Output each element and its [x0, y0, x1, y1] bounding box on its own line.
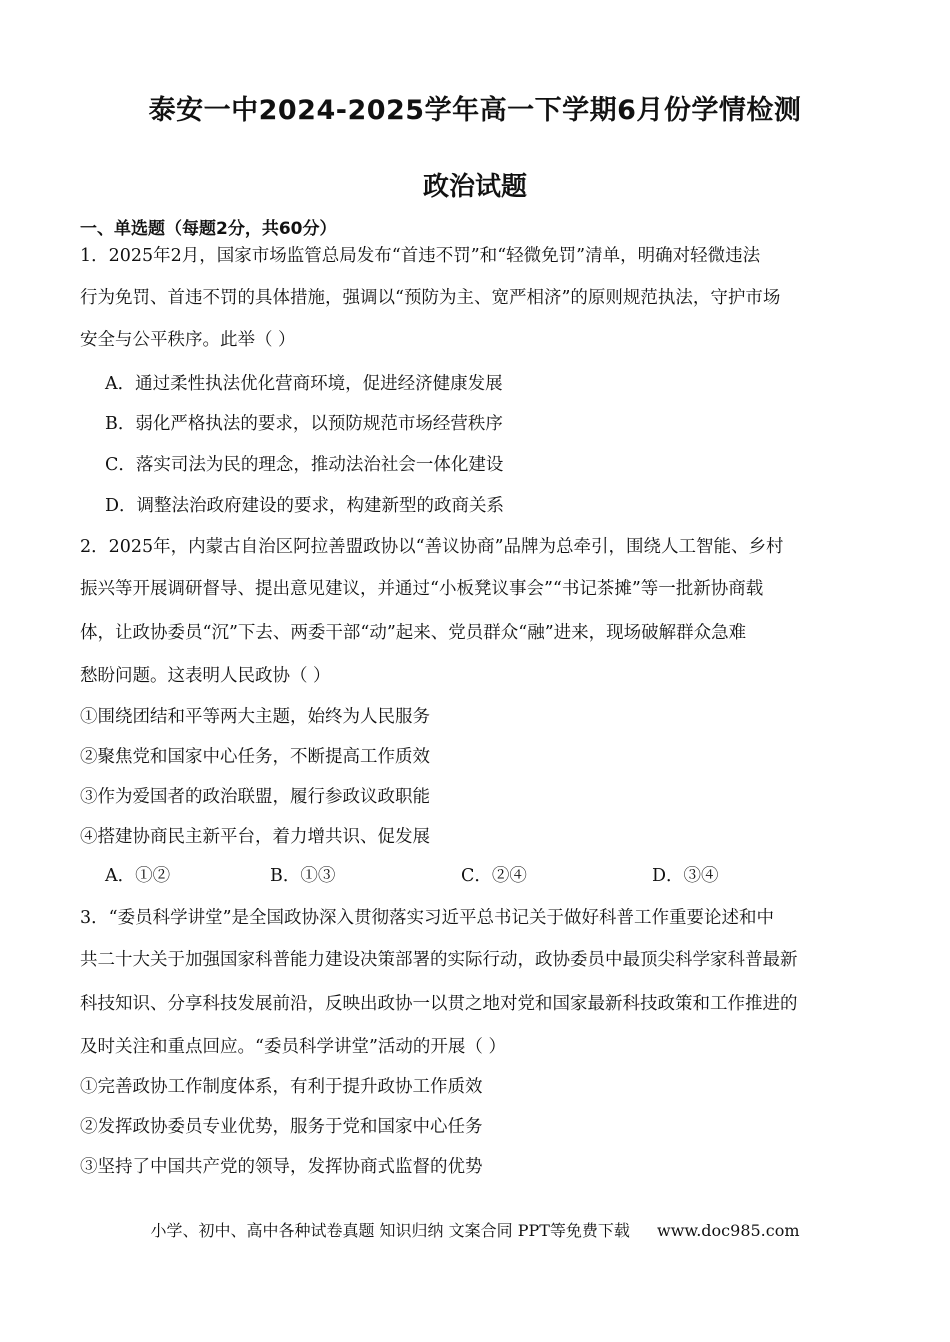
exam-title: 泰安一中2024-2025学年高一下学期6月份学情检测 — [148, 95, 802, 126]
q2-stem-line: 2．2025年，内蒙古自治区阿拉善盟政协以“善议协商”品牌为总牵引，围绕人工智能、乡村 — [80, 537, 784, 557]
section-heading: 一、单选题（每题2分，共60分） — [80, 219, 337, 239]
q1-option-a: A．通过柔性执法优化营商环境，促进经济健康发展 — [105, 374, 503, 394]
q3-statement: ③坚持了中国共产党的领导，发挥协商式监督的优势 — [80, 1157, 483, 1177]
q2-option-a: A．①② — [105, 866, 171, 886]
q2-statement: ①围绕团结和平等两大主题，始终为人民服务 — [80, 707, 430, 727]
q2-stem-line: 愁盼问题。这表明人民政协（ ） — [80, 666, 331, 686]
q1-stem-line: 1．2025年2月，国家市场监管总局发布“首违不罚”和“轻微免罚”清单，明确对轻微违法 — [80, 246, 761, 266]
q1-option-d: D．调整法治政府建设的要求，构建新型的政商关系 — [105, 496, 505, 516]
q3-stem-line: 及时关注和重点回应。“委员科学讲堂”活动的开展（ ） — [80, 1037, 506, 1057]
footer-url[interactable]: www.doc985.com — [657, 1221, 800, 1240]
exam-subtitle: 政治试题 — [422, 172, 527, 202]
q2-stem-line: 体，让政协委员“沉”下去、两委干部“动”起来、党员群众“融”进来，现场破解群众急难 — [80, 623, 747, 643]
q2-statement: ③作为爱国者的政治联盟，履行参政议政职能 — [80, 787, 430, 807]
q1-stem-line: 行为免罚、首违不罚的具体措施，强调以“预防为主、宽严相济”的原则规范执法，守护市场 — [80, 288, 781, 308]
q3-stem-line: 3．“委员科学讲堂”是全国政协深入贯彻落实习近平总书记关于做好科普工作重要论述和中 — [80, 908, 775, 928]
q1-option-c: C．落实司法为民的理念，推动法治社会一体化建设 — [105, 455, 504, 475]
q1-stem-line: 安全与公平秩序。此举（ ） — [80, 330, 296, 350]
q3-stem-line: 科技知识、分享科技发展前沿，反映出政协一以贯之地对党和国家最新科技政策和工作推进的 — [80, 994, 798, 1014]
q2-stem-line: 振兴等开展调研督导、提出意见建议，并通过“小板凳议事会”“书记茶摊”等一批新协商载 — [80, 579, 764, 599]
footer-text: 小学、初中、高中各种试卷真题 知识归纳 文案合同 PPT等免费下载 — [150, 1221, 630, 1240]
q3-statement: ①完善政协工作制度体系，有利于提升政协工作质效 — [80, 1077, 483, 1097]
q3-statement: ②发挥政协委员专业优势，服务于党和国家中心任务 — [80, 1117, 483, 1137]
q2-option-c: C．②④ — [461, 866, 527, 886]
page-footer — [0, 1218, 950, 1241]
q2-option-b: B．①③ — [270, 866, 336, 886]
q2-option-d: D．③④ — [652, 866, 719, 886]
q1-option-b: B．弱化严格执法的要求，以预防规范市场经营秩序 — [105, 414, 503, 434]
q3-stem-line: 共二十大关于加强国家科普能力建设决策部署的实际行动，政协委员中最顶尖科学家科普最新 — [80, 950, 798, 970]
q2-statement: ④搭建协商民主新平台，着力增共识、促发展 — [80, 827, 430, 847]
q2-statement: ②聚焦党和国家中心任务，不断提高工作质效 — [80, 747, 430, 767]
